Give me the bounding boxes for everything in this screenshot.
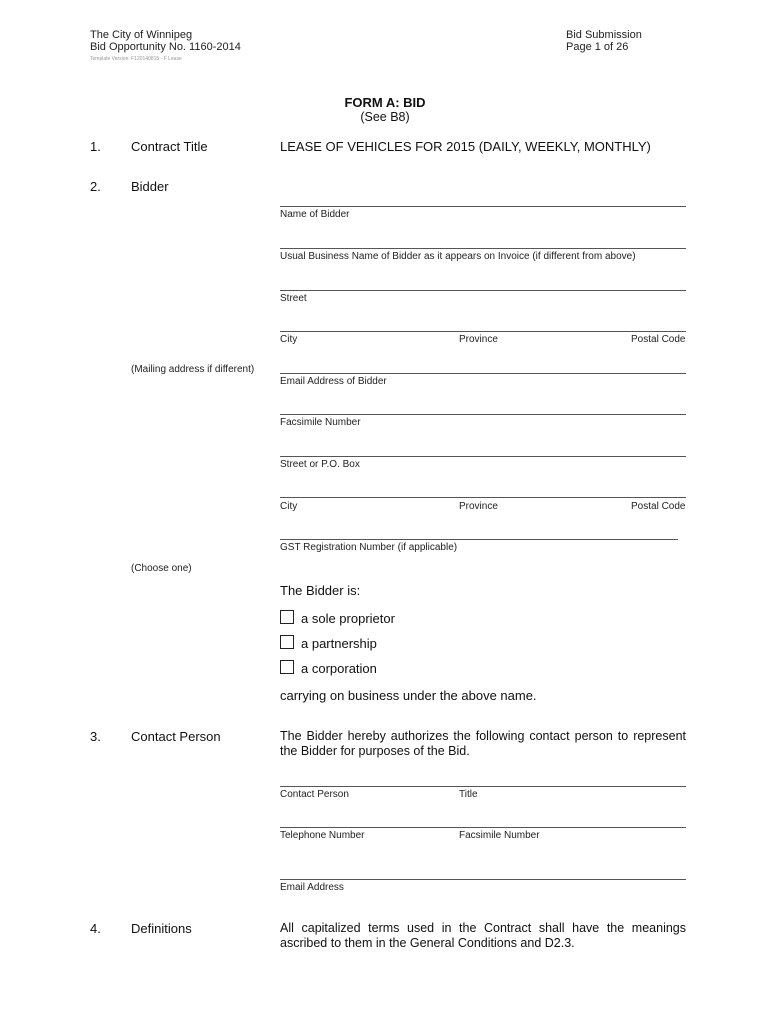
sole-proprietor-label: a sole proprietor <box>301 611 395 626</box>
fax-line[interactable] <box>280 414 686 415</box>
gst-line[interactable] <box>280 539 678 540</box>
telephone-fax-line[interactable] <box>280 827 686 828</box>
mailing-postal-code-caption: Postal Code <box>631 501 686 512</box>
province-caption: Province <box>459 334 498 345</box>
street-po-caption: Street or P.O. Box <box>280 459 360 470</box>
mailing-address-note: (Mailing address if different) <box>131 364 255 375</box>
org-name: The City of Winnipeg <box>90 29 193 41</box>
choose-one-note: (Choose one) <box>131 563 192 574</box>
email-caption: Email Address of Bidder <box>280 376 387 387</box>
section-3-number: 3. <box>90 729 101 744</box>
section-name: Bid Submission <box>566 29 642 41</box>
page-number: Page 1 of 26 <box>566 41 629 53</box>
bid-opportunity-number: Bid Opportunity No. 1160-2014 <box>90 41 241 53</box>
fax-caption: Facsimile Number <box>280 417 361 428</box>
contact-email-caption: Email Address <box>280 882 344 893</box>
sole-proprietor-checkbox[interactable] <box>280 610 294 624</box>
contact-person-caption: Contact Person <box>280 789 349 800</box>
name-of-bidder-caption: Name of Bidder <box>280 209 350 220</box>
mailing-province-caption: Province <box>459 501 498 512</box>
bidder-is-label: The Bidder is: <box>280 583 361 598</box>
corporation-checkbox[interactable] <box>280 660 294 674</box>
definitions-label: Definitions <box>131 921 192 936</box>
telephone-caption: Telephone Number <box>280 830 365 841</box>
section-4-number: 4. <box>90 921 101 936</box>
street-line[interactable] <box>280 290 686 291</box>
postal-code-caption: Postal Code <box>631 334 686 345</box>
mailing-city-caption: City <box>280 501 298 512</box>
email-line[interactable] <box>280 373 686 374</box>
form-title: FORM A: BID <box>344 95 426 110</box>
usual-business-name-caption: Usual Business Name of Bidder as it appears on Invoice (if different from above) <box>280 251 636 262</box>
carrying-on-business-text: carrying on business under the above name. <box>280 688 537 703</box>
street-po-line[interactable] <box>280 456 686 457</box>
city-caption: City <box>280 334 298 345</box>
bidder-label: Bidder <box>131 179 169 194</box>
mailing-city-province-postal-line[interactable] <box>280 497 686 498</box>
name-of-bidder-line[interactable] <box>280 206 686 207</box>
title-caption: Title <box>459 789 478 800</box>
form-subtitle: (See B8) <box>360 110 410 124</box>
usual-business-name-line[interactable] <box>280 248 686 249</box>
partnership-label: a partnership <box>301 636 377 651</box>
contact-fax-caption: Facsimile Number <box>459 830 540 841</box>
partnership-checkbox[interactable] <box>280 635 294 649</box>
definitions-text: All capitalized terms used in the Contract shall have the meanings ascribed to them in the General Conditions and D2.3. <box>280 921 686 950</box>
contact-email-line[interactable] <box>280 879 686 880</box>
corporation-label: a corporation <box>301 661 377 676</box>
section-1-number: 1. <box>90 139 101 154</box>
contact-person-title-line[interactable] <box>280 786 686 787</box>
gst-caption: GST Registration Number (if applicable) <box>280 542 458 553</box>
template-version: Template Version: F120140815 - F Lease <box>90 56 182 62</box>
contract-title-label: Contract Title <box>131 139 208 154</box>
contract-title-value: LEASE OF VEHICLES FOR 2015 (DAILY, WEEKLY, MONTHLY) <box>280 139 651 154</box>
contact-person-label: Contact Person <box>131 729 221 744</box>
street-caption: Street <box>280 293 307 304</box>
contact-authorization-text: The Bidder hereby authorizes the following contact person to represent the Bidder for purposes of the Bid. <box>280 729 686 758</box>
section-2-number: 2. <box>90 179 101 194</box>
city-province-postal-line[interactable] <box>280 331 686 332</box>
